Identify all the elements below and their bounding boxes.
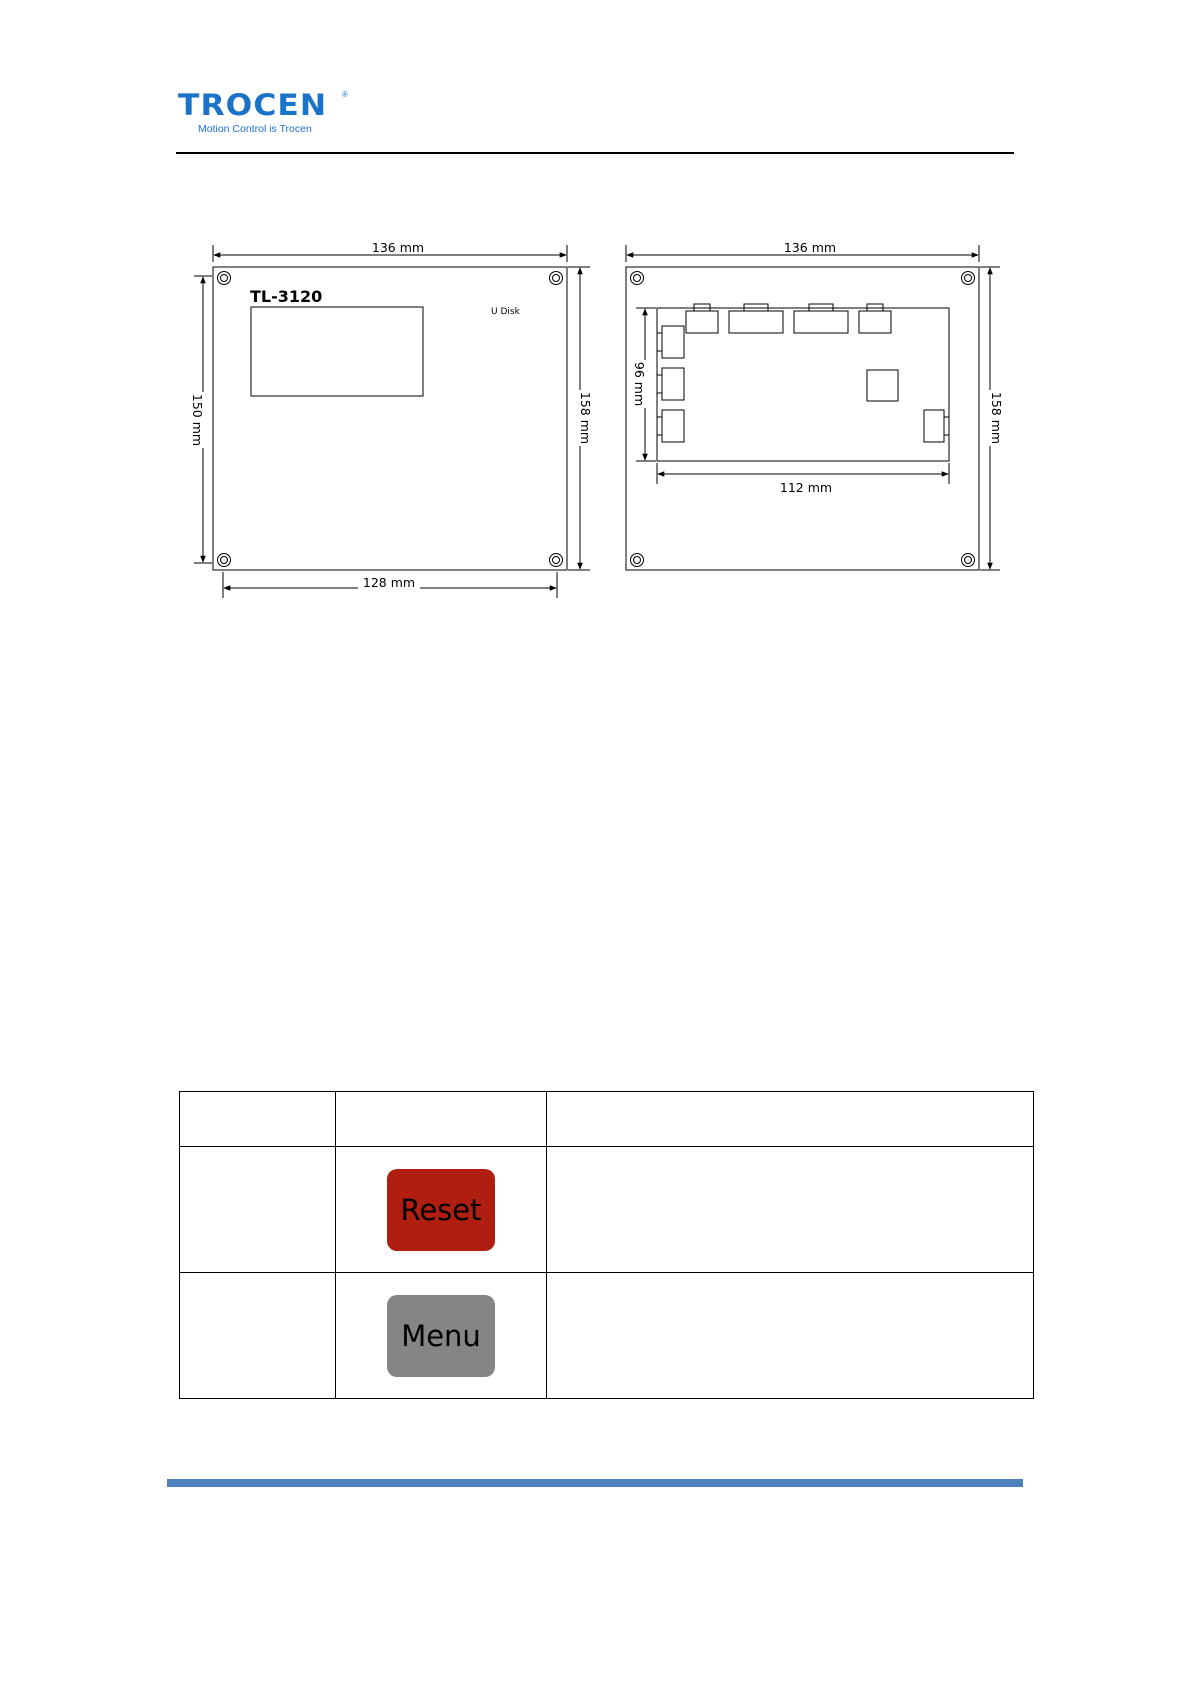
mount-hole-icon [550, 272, 563, 285]
front-view [190, 240, 593, 598]
logo-registered-mark: ® [342, 90, 348, 99]
table-cell [336, 1147, 547, 1273]
table-header-cell [336, 1092, 547, 1147]
mount-hole-icon [218, 554, 231, 567]
back-board-width-label: 112 mm [779, 480, 833, 495]
table-header-cell [547, 1092, 1034, 1147]
connector-icon [924, 410, 949, 442]
table-cell [336, 1273, 547, 1399]
connector-icon [657, 368, 684, 400]
reset-key-icon: Reset [387, 1169, 495, 1251]
mount-hole-icon [550, 554, 563, 567]
logo-tagline: Motion Control is Trocen [198, 123, 312, 135]
mount-hole-icon [218, 272, 231, 285]
table-cell [180, 1147, 336, 1273]
pcb-board-outline [657, 308, 949, 461]
menu-key-icon: Menu [387, 1295, 495, 1377]
table-cell [180, 1273, 336, 1399]
table-header-cell [180, 1092, 336, 1147]
back-view [626, 240, 1004, 570]
mount-hole-icon [631, 272, 644, 285]
mount-hole-icon [631, 554, 644, 567]
front-width-top-label: 136 mm [371, 240, 425, 255]
front-height-left-label: 150 mm [190, 393, 205, 447]
connector-icon [657, 410, 684, 442]
key-description [547, 1273, 1034, 1399]
mount-hole-icon [962, 272, 975, 285]
model-label: TL-3120 [250, 287, 323, 306]
key-description [547, 1147, 1034, 1273]
footer-bar [167, 1479, 1023, 1487]
keys-table [179, 1091, 1034, 1399]
table-row [180, 1273, 1034, 1399]
back-height-right-label: 158 mm [989, 391, 1004, 445]
front-width-bottom-label: 128 mm [362, 575, 416, 590]
table-row [180, 1147, 1034, 1273]
front-height-right-label: 158 mm [578, 391, 593, 445]
back-board-height-label: 96 mm [632, 361, 647, 407]
back-panel-outline [626, 267, 979, 570]
mount-hole-icon [962, 554, 975, 567]
lcd-screen-outline [251, 307, 423, 396]
logo-wordmark: TROCEN [178, 88, 328, 122]
udisk-label: U Disk [491, 307, 520, 317]
back-width-top-label: 136 mm [783, 240, 837, 255]
table-header-row [180, 1092, 1034, 1147]
dimension-drawings [0, 0, 1192, 620]
chip-icon [867, 370, 898, 401]
connector-icon [657, 326, 684, 358]
